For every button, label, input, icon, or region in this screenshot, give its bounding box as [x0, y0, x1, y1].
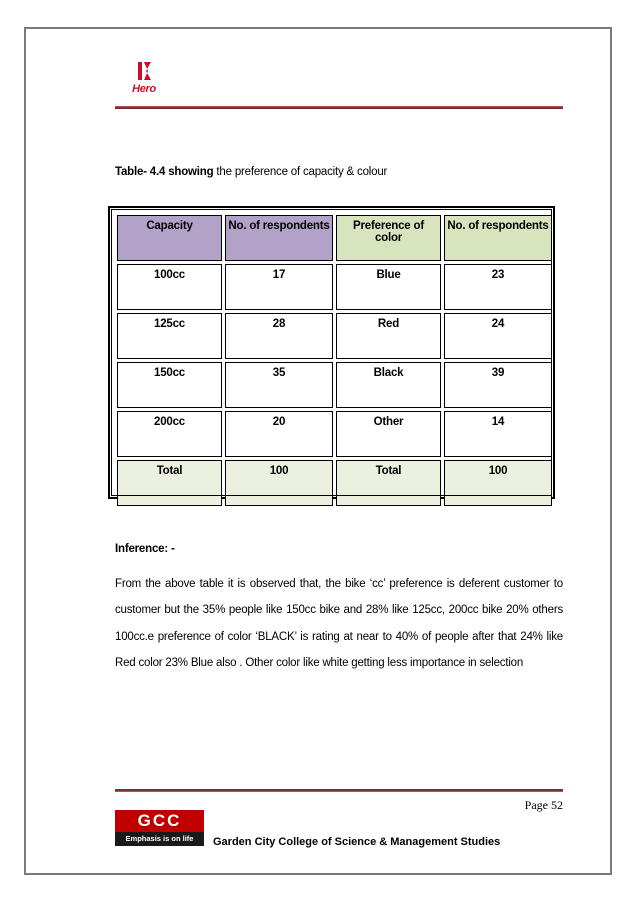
cell-count: 35 — [225, 362, 333, 408]
cell-capacity: 150cc — [117, 362, 222, 408]
cell-count: 20 — [225, 411, 333, 457]
cell-count: 28 — [225, 313, 333, 359]
hero-emblem-icon — [124, 60, 164, 84]
college-name: Garden City College of Science & Management Studies — [213, 836, 501, 848]
table-row — [117, 313, 552, 359]
cell-capacity: 100cc — [117, 264, 222, 310]
header-respondents-color: No. of respondents — [444, 215, 552, 261]
gcc-logo-tagline: Emphasis is on life — [115, 832, 204, 846]
table-row — [117, 362, 552, 408]
cell-count: 39 — [444, 362, 552, 408]
table-row — [117, 411, 552, 457]
gcc-logo — [115, 810, 204, 846]
header-color: Preference of color — [336, 215, 441, 261]
cell-capacity: 200cc — [117, 411, 222, 457]
inference-heading: Inference: - — [115, 543, 175, 555]
cell-count: 24 — [444, 313, 552, 359]
page-number: Page 52 — [524, 798, 563, 812]
footer-rule — [115, 789, 563, 792]
total-count: 100 — [225, 460, 333, 506]
cell-color: Red — [336, 313, 441, 359]
cell-color: Black — [336, 362, 441, 408]
header-respondents-capacity: No. of respondents — [225, 215, 333, 261]
cell-count: 17 — [225, 264, 333, 310]
cell-color: Blue — [336, 264, 441, 310]
table-header-row — [117, 215, 552, 261]
table-row — [117, 264, 552, 310]
caption-rest: the preference of capacity & colour — [213, 166, 388, 178]
table-grid — [114, 212, 555, 509]
table-caption — [115, 166, 387, 178]
total-count: 100 — [444, 460, 552, 506]
data-table — [108, 206, 555, 499]
header-rule — [115, 106, 563, 109]
cell-count: 14 — [444, 411, 552, 457]
cell-capacity: 125cc — [117, 313, 222, 359]
cell-color: Other — [336, 411, 441, 457]
header-capacity: Capacity — [117, 215, 222, 261]
hero-wordmark: Hero — [132, 83, 156, 95]
gcc-logo-text: GCC — [115, 810, 204, 832]
hero-logo — [124, 60, 164, 104]
table-total-row — [117, 460, 552, 506]
total-label: Total — [336, 460, 441, 506]
total-label: Total — [117, 460, 222, 506]
inference-paragraph: From the above table it is observed that, the bike ‘cc’ preference is deferent customer to customer but the 35% people like 150cc bike and 28% like 125cc, 200cc bike 20% others 100cc.e preference of color ‘BLACK’ is rating at near to 40% of people after that 24% like Red color 23% Blue also . Other color like white getting less importance in selection — [115, 578, 563, 669]
cell-count: 23 — [444, 264, 552, 310]
caption-bold: Table- 4.4 showing — [115, 166, 214, 178]
